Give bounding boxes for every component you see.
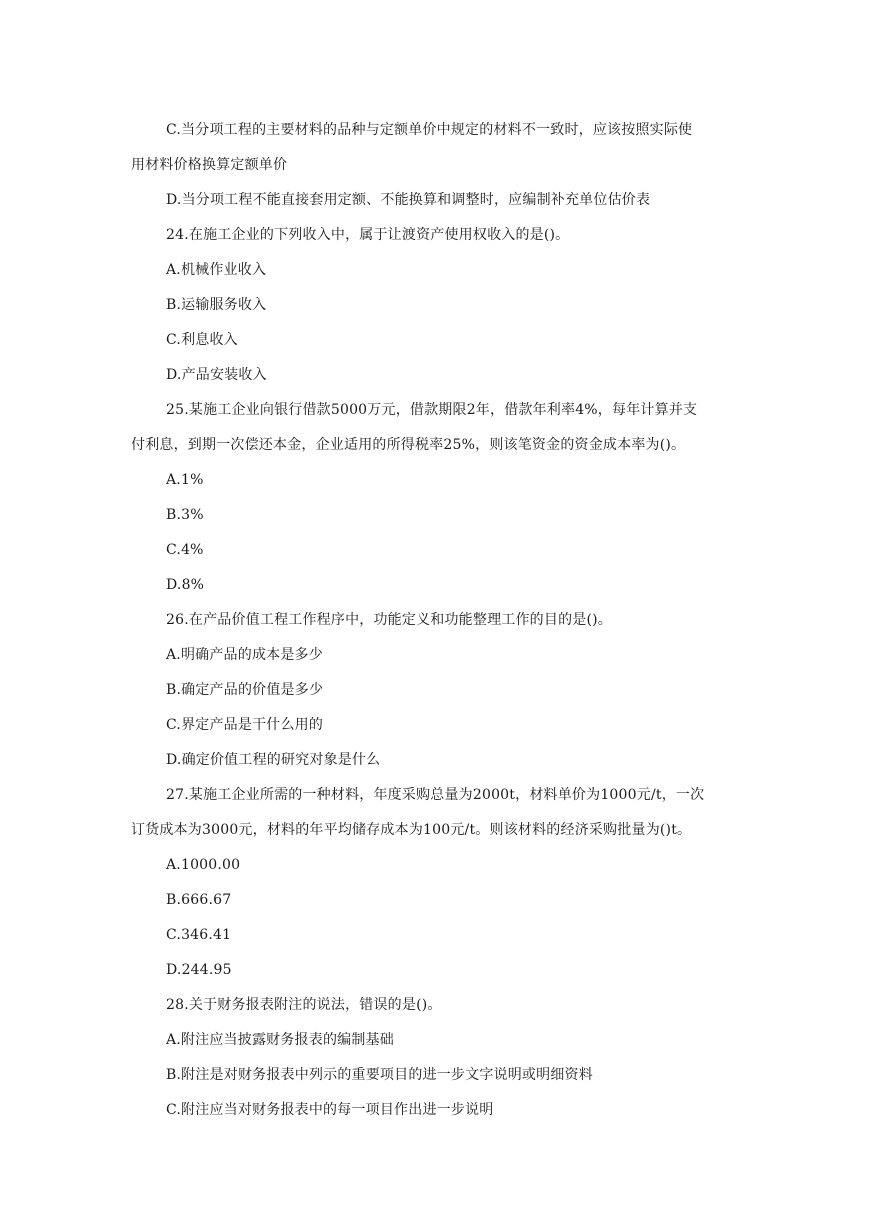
q27-option-b: B.666.67 bbox=[166, 892, 232, 908]
q27-option-c: C.346.41 bbox=[166, 927, 232, 943]
q24-option-a: A.机械作业收入 bbox=[166, 262, 267, 278]
q25-option-b: B.3% bbox=[166, 507, 204, 523]
question-27-line-2: 订货成本为3000元，材料的年平均储存成本为100元/t。则该材料的经济采购批量为()t。 bbox=[131, 822, 692, 838]
q24-option-b: B.运输服务收入 bbox=[166, 297, 267, 313]
question-25-line-1: 25.某施工企业向银行借款5000万元，借款期限2年，借款年利率4%，每年计算并支 bbox=[166, 402, 698, 418]
q27-option-d: D.244.95 bbox=[166, 962, 232, 978]
q26-option-d: D.确定价值工程的研究对象是什么 bbox=[166, 752, 381, 768]
q24-option-d: D.产品安装收入 bbox=[166, 367, 267, 383]
q25-option-a: A.1% bbox=[166, 472, 204, 488]
question-24: 24.在施工企业的下列收入中，属于让渡资产使用权收入的是()。 bbox=[166, 227, 570, 243]
q25-option-d: D.8% bbox=[166, 577, 205, 593]
option-c-line-1: C.当分项工程的主要材料的品种与定额单价中规定的材料不一致时，应该按照实际使 bbox=[166, 122, 693, 138]
question-27-line-1: 27.某施工企业所需的一种材料，年度采购总量为2000t，材料单价为1000元/t，一次 bbox=[166, 787, 705, 803]
q26-option-a: A.明确产品的成本是多少 bbox=[166, 647, 323, 663]
q28-option-c: C.附注应当对财务报表中的每一项目作出进一步说明 bbox=[166, 1102, 494, 1118]
q26-option-c: C.界定产品是干什么用的 bbox=[166, 717, 324, 733]
q28-option-b: B.附注是对财务报表中列示的重要项目的进一步文字说明或明细资料 bbox=[166, 1067, 593, 1083]
q24-option-c: C.利息收入 bbox=[166, 332, 238, 348]
q25-option-c: C.4% bbox=[166, 542, 204, 558]
question-28: 28.关于财务报表附注的说法，错误的是()。 bbox=[166, 997, 442, 1013]
q26-option-b: B.确定产品的价值是多少 bbox=[166, 682, 324, 698]
option-c-line-2: 用材料价格换算定额单价 bbox=[131, 157, 288, 173]
question-26: 26.在产品价值工程工作程序中，功能定义和功能整理工作的目的是()。 bbox=[166, 612, 612, 628]
q28-option-a: A.附注应当披露财务报表的编制基础 bbox=[166, 1032, 394, 1048]
option-d: D.当分项工程不能直接套用定额、不能换算和调整时，应编制补充单位估价表 bbox=[166, 192, 651, 208]
question-25-line-2: 付利息，到期一次偿还本金，企业适用的所得税率25%，则该笔资金的资金成本率为()。 bbox=[131, 437, 686, 453]
q27-option-a: A.1000.00 bbox=[166, 857, 241, 873]
